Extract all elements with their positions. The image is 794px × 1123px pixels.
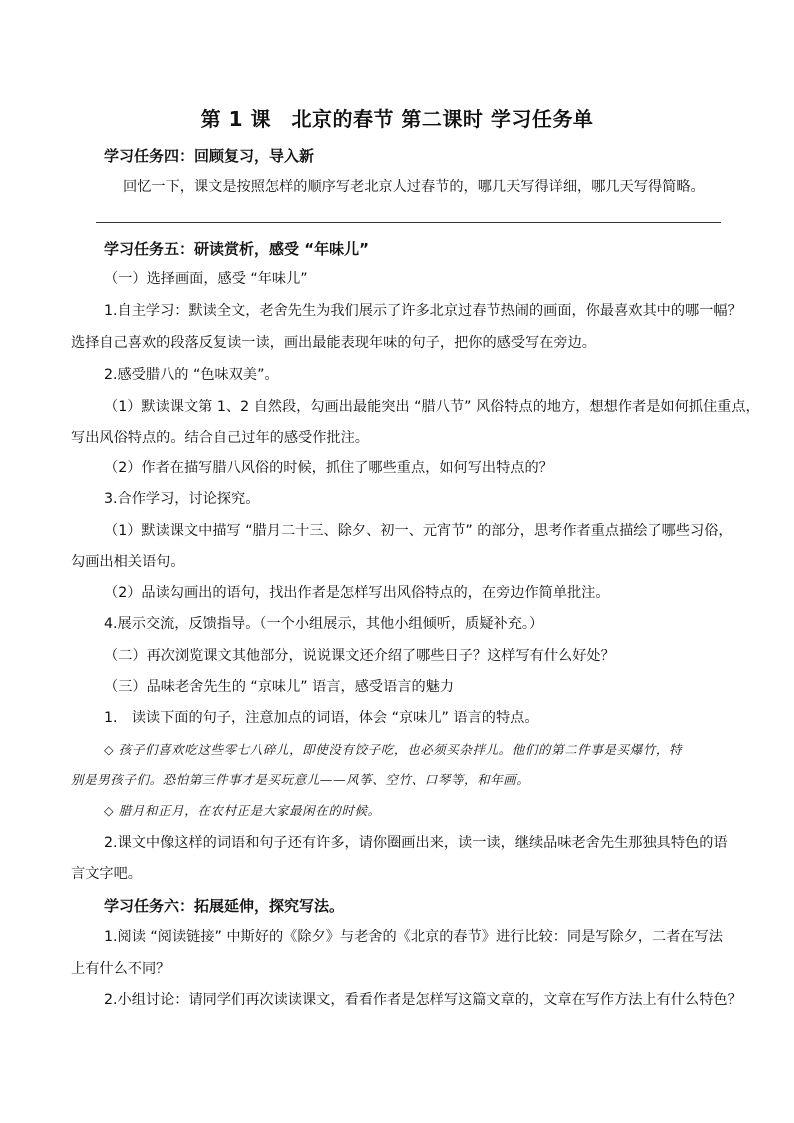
task5-p4: 4.展示交流，反馈指导。（一个小组展示，其他小组倾听，质疑补充。） [104, 616, 544, 632]
task6-p2: 2.小组讨论：请同学们再次读读课文，看看作者是怎样写这篇文章的，文章在写作方法上有什么特色？ [104, 992, 742, 1008]
section-divider [96, 222, 721, 223]
task5-p2-1-line1: （1）默读课文第 1、2 自然段，勾画出最能突出 “腊八节” 风俗特点的地方，想想作者是如何抓住重点， [104, 399, 760, 415]
task5-p2-2: （2）作者在描写腊八风俗的时候，抓住了哪些重点，如何写出特点的？ [104, 460, 553, 476]
task6-p1-line1: 1.阅读 “阅读链接” 中斯好的《除夕》与老舍的《北京的春节》进行比较：同是写除夕，二者在写法 [104, 929, 723, 945]
task5-p1-line2: 选择自己喜欢的段落反复读一读，画出最能表现年味的句子，把你的感受写在旁边。 [71, 335, 596, 351]
quote1-line1: ◇ 孩子们喜欢吃这些零七八碎儿，即使没有饺子吃，也必须买杂拌儿。他们的第二件事是买爆竹，特 [104, 742, 683, 757]
task5-p3: 3.合作学习，讨论探究。 [104, 491, 260, 507]
task6-heading: 学习任务六：拓展延伸，探究写法。 [104, 897, 345, 915]
task5-p1-line1: 1.自主学习：默读全文，老舍先生为我们展示了许多北京过春节热闹的画面，你最喜欢其中的哪一幅？ [104, 303, 742, 319]
task5-p3-2: （2）品读勾画出的语句，找出作者是怎样写出风俗特点的，在旁边作简单批注。 [104, 585, 610, 601]
quote1-line2: 别是男孩子们。恐怕第三件事才是买玩意儿——风筝、空竹、口琴等，和年画。 [71, 772, 530, 787]
task5-p2: 2.感受腊八的 “色味双美”。 [104, 367, 279, 383]
task5-part3: （三）品味老舍先生的 “京味儿” 语言，感受语言的魅力 [104, 679, 455, 695]
task5-q2-line2: 言文字吧。 [71, 866, 142, 882]
task5-heading: 学习任务五：研读赏析，感受 “年味儿” [104, 240, 369, 258]
task5-part2: （二）再次浏览课文其他部分，说说课文还介绍了哪些日子？这样写有什么好处？ [104, 648, 615, 664]
task4-text: 回忆一下，课文是按照怎样的顺序写老北京人过春节的，哪几天写得详细，哪几天写得简略。 [123, 179, 705, 195]
task5-part1-title: （一）选择画面，感受 “年味儿” [104, 271, 308, 287]
task5-p2-1-line2: 写出风俗特点的。结合自己过年的感受作批注。 [71, 430, 369, 446]
task5-q2-line1: 2.课文中像这样的词语和句子还有许多，请你圈画出来，读一读，继续品味老舍先生那独具特色的语 [104, 835, 728, 851]
page-title: 第 1 课 北京的春节 第二课时 学习任务单 [200, 107, 594, 131]
task5-p3-1-line1: （1）默读课文中描写 “腊月二十三、除夕、初一、元宵节” 的部分，思考作者重点描绘了哪些习俗， [104, 523, 733, 539]
task4-heading: 学习任务四：回顾复习，导入新 [104, 147, 315, 165]
task5-p3-1-line2: 勾画出相关语句。 [71, 554, 185, 570]
quote2: ◇ 腊月和正月，在农村正是大家最闲在的时候。 [104, 803, 381, 818]
task5-q1: 1. 读读下面的句子，注意加点的词语，体会 “京味儿” 语言的特点。 [104, 710, 539, 726]
task6-p1-line2: 上有什么不同？ [71, 961, 171, 977]
